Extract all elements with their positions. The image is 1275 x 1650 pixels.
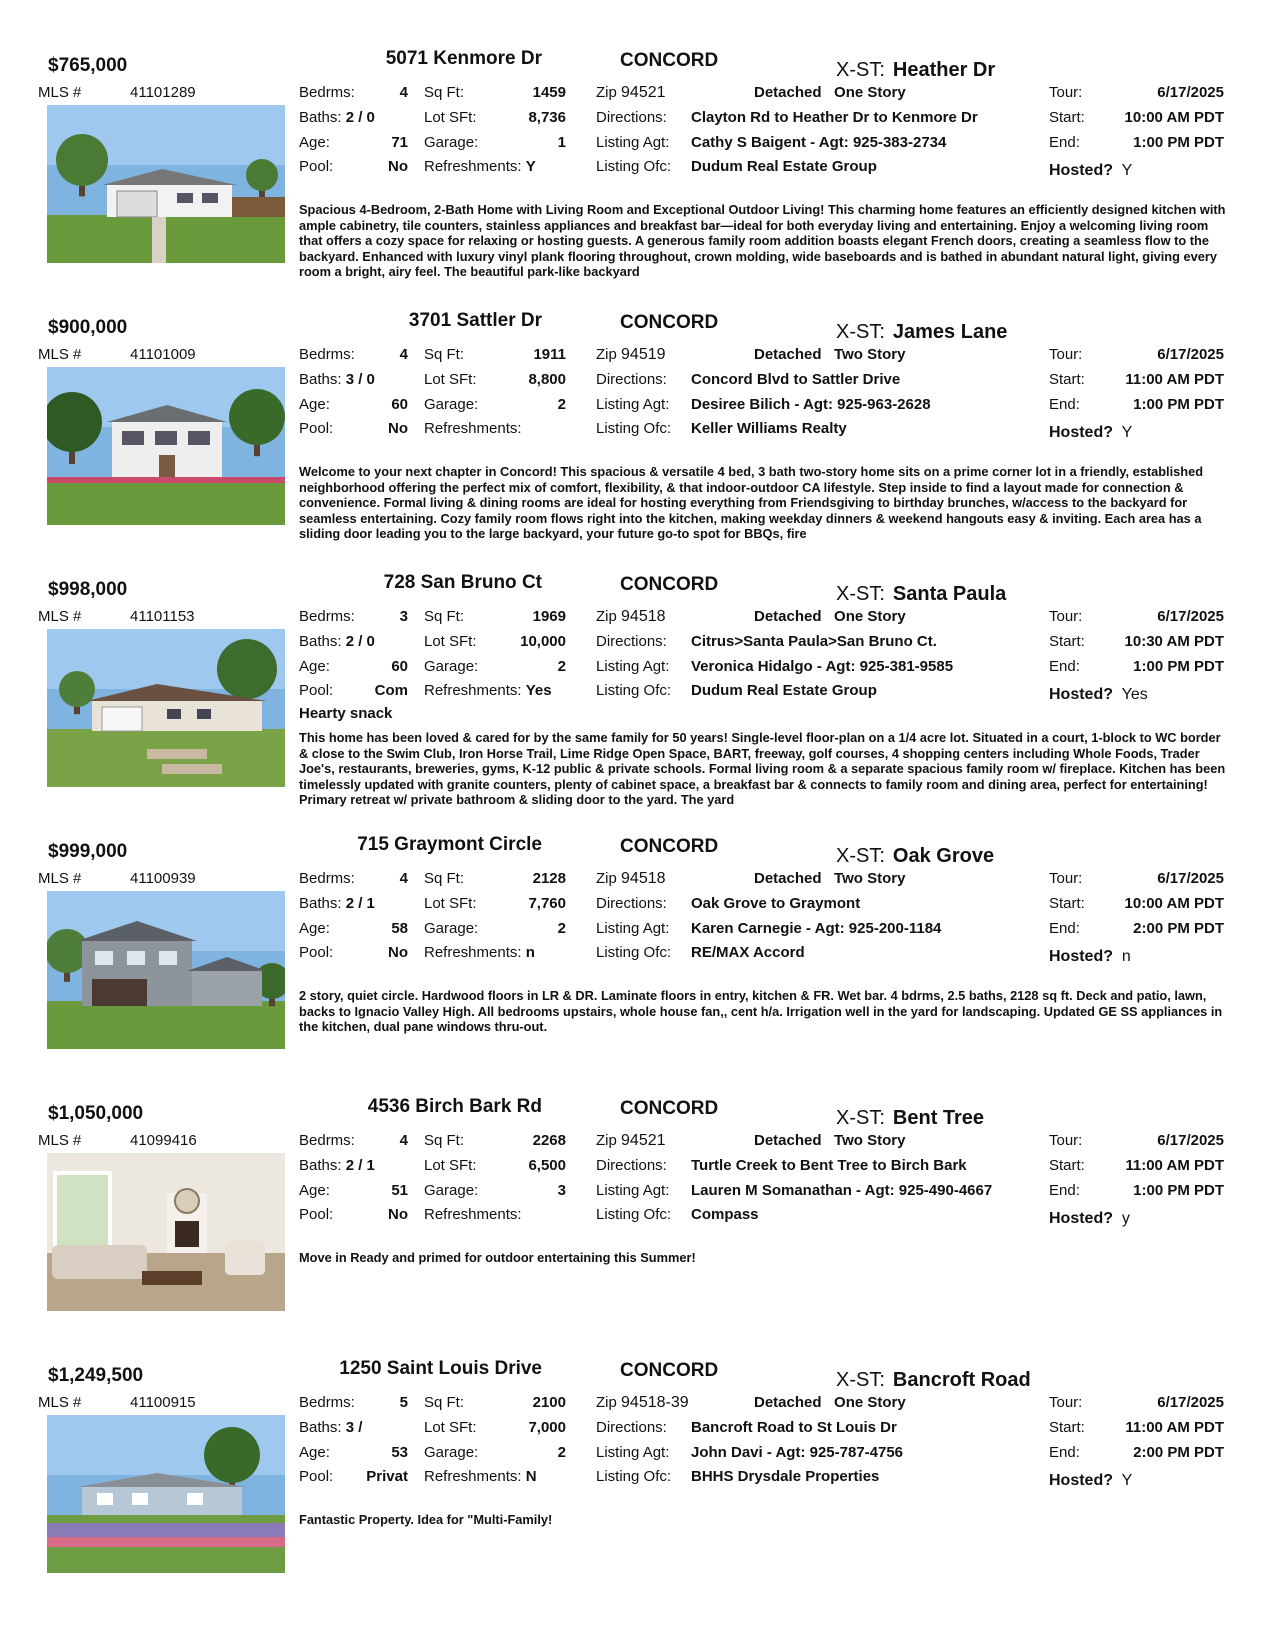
agent-value: Veronica Hidalgo - Agt: 925-381-9585 (691, 658, 954, 675)
listing-description: Move in Ready and primed for outdoor entertaining this Summer! (299, 1250, 696, 1265)
sqft-label: Sq Ft: (424, 346, 465, 363)
mls-number: 41101009 (130, 346, 196, 363)
tour-date: 6/17/2025 (1157, 870, 1224, 887)
hosted: Hosted? Yes (1049, 686, 1148, 703)
agent-label: Listing Agt: (596, 1444, 670, 1461)
pool-value: Com (374, 682, 408, 699)
zip-label: Zip 94518 (596, 870, 666, 887)
directions-value: Citrus>Santa Paula>San Bruno Ct. (691, 633, 937, 650)
end-label: End: (1049, 134, 1080, 151)
listing-city: CONCORD (620, 1360, 719, 1381)
lot-label: Lot SFt: (424, 895, 477, 912)
bedrms-value: 5 (399, 1394, 408, 1411)
mls-number: 41100939 (130, 870, 196, 887)
garage-value: 1 (557, 134, 566, 151)
zip-label: Zip 94518 (596, 608, 666, 625)
garage-value: 2 (557, 1444, 566, 1461)
start-label: Start: (1049, 109, 1085, 126)
agent-value: Lauren M Somanathan - Agt: 925-490-4667 (691, 1182, 993, 1199)
listing-block-4 (0, 834, 1275, 1096)
bedrms-label: Bedrms: (299, 1394, 355, 1411)
agent-value: John Davi - Agt: 925-787-4756 (691, 1444, 904, 1461)
pool-label: Pool: (299, 1468, 334, 1485)
zip-value: 94518 (621, 870, 666, 887)
garage-label: Garage: (424, 134, 479, 151)
sqft-value: 1911 (533, 346, 566, 363)
zip-label: Zip 94518-39 (596, 1394, 689, 1411)
house-two-story-gray-icon (47, 891, 285, 1049)
baths-value: 2 / 0 (345, 633, 375, 650)
cross-street (836, 1369, 1031, 1392)
end-label: End: (1049, 1182, 1080, 1199)
hosted: Hosted? y (1049, 1210, 1130, 1227)
cross-street-label: X-ST: (836, 1369, 885, 1391)
refreshments-value: Y (525, 158, 536, 175)
refreshments-label: Refreshments: (424, 420, 522, 437)
hosted-value: Yes (1121, 686, 1148, 703)
age-label: Age: (299, 1182, 330, 1199)
refreshments-value: N (525, 1468, 537, 1485)
sqft-value: 2268 (532, 1132, 566, 1149)
cross-street (836, 59, 995, 82)
end-label: End: (1049, 658, 1080, 675)
directions-label: Directions: (596, 109, 667, 126)
agent-value: Cathy S Baigent - Agt: 925-383-2734 (691, 134, 947, 151)
age-label: Age: (299, 396, 330, 413)
cross-street-value: Santa Paula (892, 583, 1007, 605)
lot-value: 10,000 (520, 633, 566, 650)
listing-city: CONCORD (620, 312, 719, 333)
pool-label: Pool: (299, 1206, 334, 1223)
end-time: 2:00 PM PDT (1133, 1444, 1224, 1461)
mls-label: MLS # (38, 1132, 82, 1149)
refreshments-value: n (525, 944, 535, 961)
listing-description: Fantastic Property. Idea for "Multi-Family! (299, 1512, 553, 1527)
hosted-value: y (1121, 1210, 1130, 1227)
start-label: Start: (1049, 633, 1085, 650)
age-label: Age: (299, 1444, 330, 1461)
baths-value: 3 / 0 (345, 371, 375, 388)
age-value: 58 (391, 920, 408, 937)
sqft-label: Sq Ft: (424, 1394, 465, 1411)
age-label: Age: (299, 920, 330, 937)
bedrms-value: 4 (399, 1132, 408, 1149)
stories-value: Two Story (834, 346, 906, 363)
end-time: 1:00 PM PDT (1133, 396, 1224, 413)
listing-city: CONCORD (620, 1098, 719, 1119)
zip-label: Zip 94519 (596, 346, 666, 363)
sqft-value: 2100 (532, 1394, 566, 1411)
baths-label: Baths: 2 / 1 (299, 895, 375, 912)
directions-label: Directions: (596, 1157, 667, 1174)
house-two-story-trees-icon (47, 367, 285, 525)
listing-description: Welcome to your next chapter in Concord! This spacious & versatile 4 bed, 3 bath two-story home sits on a prime corner lot in a friendly, established neighborhood offering the perfect mix of comfort, flexibility, & that indoor-outdoor CA lifestyle. Step inside to find a layout made for connection & convenience. Formal living & dining rooms are ideal for hosting everything from Friendsgiving to birthday brunches, w/access to the backyard for seamless entertaining. Cozy family room flows right into the kitchen, making weekday dinners & weekend hangouts easy & inviting. Each area has a sliding door leading you to the large backyard, your future go-to spot for BBQs, fire (299, 464, 1204, 541)
garage-value: 2 (557, 396, 566, 413)
cross-street (836, 583, 1006, 606)
garage-label: Garage: (424, 658, 479, 675)
tour-label: Tour: (1049, 870, 1083, 887)
living-room-interior-icon (47, 1153, 285, 1311)
pool-label: Pool: (299, 158, 334, 175)
garage-label: Garage: (424, 396, 479, 413)
listing-photo[interactable] (47, 367, 285, 525)
refreshments-note: Hearty snack (299, 705, 393, 722)
lot-label: Lot SFt: (424, 1419, 477, 1436)
lot-value: 6,500 (528, 1157, 566, 1174)
agent-value: Karen Carnegie - Agt: 925-200-1184 (691, 920, 942, 937)
tour-date: 6/17/2025 (1157, 1132, 1224, 1149)
listing-photo[interactable] (47, 105, 285, 263)
hosted: Hosted? Y (1049, 162, 1133, 179)
hosted-value: Y (1121, 424, 1133, 441)
office-label: Listing Ofc: (596, 1206, 672, 1223)
directions-label: Directions: (596, 895, 667, 912)
directions-value: Clayton Rd to Heather Dr to Kenmore Dr (691, 109, 978, 126)
stories-value: One Story (834, 1394, 906, 1411)
directions-value: Concord Blvd to Sattler Drive (691, 371, 901, 388)
zip-value: 94518-39 (621, 1394, 689, 1411)
lot-label: Lot SFt: (424, 371, 477, 388)
zip-value: 94518 (621, 608, 666, 625)
listing-description: 2 story, quiet circle. Hardwood floors in LR & DR. Laminate floors in entry, kitchen & FR. Wet bar. 4 bdrms, 2.5 baths, 2128 sq ft. Deck and patio, lawn, backs to Ignacio Valley High. All bedrooms upstairs, whole house fan,, cent h/a. Irrigation well in the yard for landscaping. Updated GE SS appliances in the kitchen, dual pane windows thru-out. (299, 988, 1223, 1034)
tour-label: Tour: (1049, 346, 1083, 363)
sqft-value: 1969 (532, 608, 566, 625)
directions-label: Directions: (596, 371, 667, 388)
pool-value: No (388, 1206, 408, 1223)
zip-value: 94521 (621, 1132, 666, 1149)
refreshments-label: Refreshments: Yes (424, 682, 552, 699)
baths-label: Baths: 3 / (299, 1419, 363, 1436)
start-label: Start: (1049, 371, 1085, 388)
house-ranch-garden-icon (47, 1415, 285, 1573)
tour-label: Tour: (1049, 84, 1083, 101)
listing-address: 4536 Birch Bark Rd (367, 1096, 542, 1117)
mls-number: 41101289 (130, 84, 196, 101)
listing-address: 728 San Bruno Ct (383, 572, 542, 593)
age-label: Age: (299, 658, 330, 675)
stories-value: One Story (834, 84, 906, 101)
garage-value: 2 (557, 920, 566, 937)
bedrms-label: Bedrms: (299, 84, 355, 101)
pool-label: Pool: (299, 420, 334, 437)
listing-price: $900,000 (48, 317, 128, 338)
office-label: Listing Ofc: (596, 1468, 672, 1485)
baths-value: 2 / 1 (345, 1157, 375, 1174)
end-time: 1:00 PM PDT (1133, 658, 1224, 675)
mls-number: 41100915 (130, 1394, 196, 1411)
listing-block-1 (0, 48, 1275, 310)
refreshments-label: Refreshments: (424, 1206, 522, 1223)
hosted: Hosted? Y (1049, 424, 1133, 441)
start-time: 10:00 AM PDT (1124, 109, 1224, 126)
baths-label: Baths: 2 / 1 (299, 1157, 375, 1174)
lot-label: Lot SFt: (424, 109, 477, 126)
office-label: Listing Ofc: (596, 420, 672, 437)
listing-price: $1,249,500 (48, 1365, 144, 1386)
tour-label: Tour: (1049, 1394, 1083, 1411)
garage-value: 3 (557, 1182, 566, 1199)
cross-street-label: X-ST: (836, 59, 885, 81)
bedrms-value: 3 (399, 608, 408, 625)
refreshments-label: Refreshments: Y (424, 158, 536, 175)
end-label: End: (1049, 920, 1080, 937)
cross-street-value: Oak Grove (892, 845, 995, 867)
bedrms-label: Bedrms: (299, 346, 355, 363)
listing-city: CONCORD (620, 574, 719, 595)
age-value: 60 (391, 658, 408, 675)
cross-street (836, 1107, 984, 1130)
listing-address: 5071 Kenmore Dr (385, 48, 542, 69)
office-value: Dudum Real Estate Group (691, 682, 877, 699)
agent-label: Listing Agt: (596, 396, 670, 413)
listing-description: Spacious 4-Bedroom, 2-Bath Home with Living Room and Exceptional Outdoor Living! This charming home features an efficiently designed kitchen with ample cabinetry, tile counters, stainless appliances and breakfast bar—ideal for both everyday living and entertaining. Enjoy a welcoming living room that offers a cozy space for relaxing or hosting guests. A generous family room addition boasts elegant French doors, creating a seamless flow to the backyard. Enhanced with luxury vinyl plank flooring throughout, crown molding, wide baseboards and is bathed in abundant natural light, giving every room a bright, airy feel. The beautiful park-like backyard (299, 202, 1226, 279)
bedrms-label: Bedrms: (299, 870, 355, 887)
refreshments-value: Yes (525, 682, 552, 699)
mls-number: 41099416 (130, 1132, 197, 1149)
bedrms-value: 4 (399, 870, 408, 887)
baths-value: 2 / 0 (345, 109, 375, 126)
end-label: End: (1049, 396, 1080, 413)
listing-block-6 (0, 1358, 1275, 1620)
start-label: Start: (1049, 1157, 1085, 1174)
directions-value: Oak Grove to Graymont (691, 895, 861, 912)
start-label: Start: (1049, 895, 1085, 912)
sqft-label: Sq Ft: (424, 84, 465, 101)
cross-street (836, 845, 994, 868)
baths-label: Baths: 2 / 0 (299, 633, 375, 650)
property-type: Detached Two Story (754, 870, 906, 887)
cross-street (836, 321, 1007, 344)
directions-value: Bancroft Road to St Louis Dr (691, 1419, 897, 1436)
sqft-label: Sq Ft: (424, 1132, 465, 1149)
bedrms-value: 4 (399, 84, 408, 101)
listing-price: $765,000 (48, 55, 128, 76)
cross-street-value: Bent Tree (892, 1107, 985, 1129)
lot-value: 7,000 (528, 1419, 566, 1436)
bedrms-label: Bedrms: (299, 1132, 355, 1149)
mls-label: MLS # (38, 84, 82, 101)
office-label: Listing Ofc: (596, 682, 672, 699)
listing-block-5 (0, 1096, 1275, 1358)
pool-label: Pool: (299, 944, 334, 961)
directions-value: Turtle Creek to Bent Tree to Birch Bark (691, 1157, 967, 1174)
mls-label: MLS # (38, 1394, 82, 1411)
agent-label: Listing Agt: (596, 134, 670, 151)
listing-price: $1,050,000 (48, 1103, 144, 1124)
listing-address: 1250 Saint Louis Drive (339, 1358, 542, 1379)
stories-value: One Story (834, 608, 906, 625)
agent-label: Listing Agt: (596, 920, 670, 937)
baths-label: Baths: 3 / 0 (299, 371, 375, 388)
tour-date: 6/17/2025 (1157, 1394, 1224, 1411)
bedrms-value: 4 (399, 346, 408, 363)
office-label: Listing Ofc: (596, 158, 672, 175)
listing-price: $999,000 (48, 841, 128, 862)
listing-address: 715 Graymont Circle (357, 834, 542, 855)
end-time: 1:00 PM PDT (1133, 1182, 1224, 1199)
listing-photo[interactable] (47, 629, 285, 787)
listing-block-3 (0, 572, 1275, 834)
pool-value: No (388, 944, 408, 961)
sqft-value: 1459 (532, 84, 566, 101)
age-value: 71 (391, 134, 408, 151)
agent-label: Listing Agt: (596, 1182, 670, 1199)
pool-value: Privat (366, 1468, 408, 1485)
start-time: 10:00 AM PDT (1124, 895, 1224, 912)
garage-value: 2 (557, 658, 566, 675)
cross-street-value: James Lane (892, 321, 1008, 343)
hosted: Hosted? Y (1049, 1472, 1133, 1489)
cross-street-label: X-ST: (836, 1107, 885, 1129)
start-time: 11:00 AM PDT (1125, 371, 1224, 388)
property-type: Detached One Story (754, 1394, 906, 1411)
agent-value: Desiree Bilich - Agt: 925-963-2628 (691, 396, 931, 413)
mls-label: MLS # (38, 608, 82, 625)
mls-number: 41101153 (130, 608, 195, 625)
refreshments-label: Refreshments: N (424, 1468, 537, 1485)
listing-city: CONCORD (620, 836, 719, 857)
sqft-label: Sq Ft: (424, 608, 465, 625)
zip-value: 94519 (621, 346, 666, 363)
property-type: Detached Two Story (754, 346, 906, 363)
cross-street-label: X-ST: (836, 583, 885, 605)
listing-description: This home has been loved & cared for by the same family for 50 years! Single-level floor-plan on a 1/4 acre lot. Situated in a court, 1-block to WC border & close to the Swim Club, Iron Horse Trail, Lime Ridge Open Space, BART, freeway, golf courses, 4 shopping centers including Whole Foods, Trader Joe's, restaurants, breweries, gyms, K-12 public & private schools. Formal living room & a separate spacious family room w/ fireplace. Kitchen has been timelessly updated with granite counters, plenty of cabinet space, a breakfast bar & connects to family room and dining area, perfect for entertaining! Primary retreat w/ private bathroom & sliding door to the yard. The yard (299, 730, 1226, 807)
end-label: End: (1049, 1444, 1080, 1461)
listing-city: CONCORD (620, 50, 719, 71)
start-time: 10:30 AM PDT (1124, 633, 1224, 650)
tour-date: 6/17/2025 (1157, 84, 1224, 101)
property-type: Detached Two Story (754, 1132, 906, 1149)
garage-label: Garage: (424, 1182, 479, 1199)
refreshments-label: Refreshments: n (424, 944, 535, 961)
stories-value: Two Story (834, 1132, 906, 1149)
baths-label: Baths: 2 / 0 (299, 109, 375, 126)
lot-value: 7,760 (528, 895, 566, 912)
property-type: Detached One Story (754, 608, 906, 625)
tour-date: 6/17/2025 (1157, 608, 1224, 625)
hosted-value: n (1121, 948, 1131, 965)
zip-value: 94521 (621, 84, 666, 101)
office-label: Listing Ofc: (596, 944, 672, 961)
office-value: Dudum Real Estate Group (691, 158, 877, 175)
age-label: Age: (299, 134, 330, 151)
start-time: 11:00 AM PDT (1125, 1157, 1224, 1174)
directions-label: Directions: (596, 633, 667, 650)
baths-value: 3 / (345, 1419, 363, 1436)
cross-street-value: Bancroft Road (892, 1369, 1031, 1391)
office-value: RE/MAX Accord (691, 944, 805, 961)
end-time: 1:00 PM PDT (1133, 134, 1224, 151)
house-single-story-white-garage-icon (47, 105, 285, 263)
start-time: 11:00 AM PDT (1125, 1419, 1224, 1436)
sqft-label: Sq Ft: (424, 870, 465, 887)
start-label: Start: (1049, 1419, 1085, 1436)
listing-address: 3701 Sattler Dr (408, 310, 542, 331)
cross-street-label: X-ST: (836, 321, 885, 343)
listing-block-2 (0, 310, 1275, 572)
directions-label: Directions: (596, 1419, 667, 1436)
lot-label: Lot SFt: (424, 1157, 477, 1174)
zip-label: Zip 94521 (596, 1132, 666, 1149)
mls-label: MLS # (38, 870, 82, 887)
pool-label: Pool: (299, 682, 334, 699)
pool-value: No (388, 158, 408, 175)
age-value: 60 (391, 396, 408, 413)
zip-label: Zip 94521 (596, 84, 666, 101)
hosted: Hosted? n (1049, 948, 1131, 965)
property-type: Detached One Story (754, 84, 906, 101)
sqft-value: 2128 (532, 870, 566, 887)
age-value: 53 (391, 1444, 408, 1461)
pool-value: No (388, 420, 408, 437)
listing-price: $998,000 (48, 579, 128, 600)
tour-label: Tour: (1049, 1132, 1083, 1149)
office-value: Compass (691, 1206, 759, 1223)
cross-street-value: Heather Dr (892, 59, 996, 81)
listing-photo[interactable] (47, 1415, 285, 1573)
end-time: 2:00 PM PDT (1133, 920, 1224, 937)
age-value: 51 (391, 1182, 408, 1199)
agent-label: Listing Agt: (596, 658, 670, 675)
bedrms-label: Bedrms: (299, 608, 355, 625)
baths-value: 2 / 1 (345, 895, 375, 912)
cross-street-label: X-ST: (836, 845, 885, 867)
lot-value: 8,800 (528, 371, 566, 388)
tour-label: Tour: (1049, 608, 1083, 625)
hosted-value: Y (1121, 1472, 1133, 1489)
listing-photo[interactable] (47, 891, 285, 1049)
tour-date: 6/17/2025 (1157, 346, 1224, 363)
house-ranch-lawn-icon (47, 629, 285, 787)
hosted-value: Y (1121, 162, 1133, 179)
mls-label: MLS # (38, 346, 82, 363)
office-value: Keller Williams Realty (691, 420, 847, 437)
listing-photo[interactable] (47, 1153, 285, 1311)
lot-label: Lot SFt: (424, 633, 477, 650)
garage-label: Garage: (424, 1444, 479, 1461)
garage-label: Garage: (424, 920, 479, 937)
office-value: BHHS Drysdale Properties (691, 1468, 880, 1485)
lot-value: 8,736 (528, 109, 566, 126)
stories-value: Two Story (834, 870, 906, 887)
